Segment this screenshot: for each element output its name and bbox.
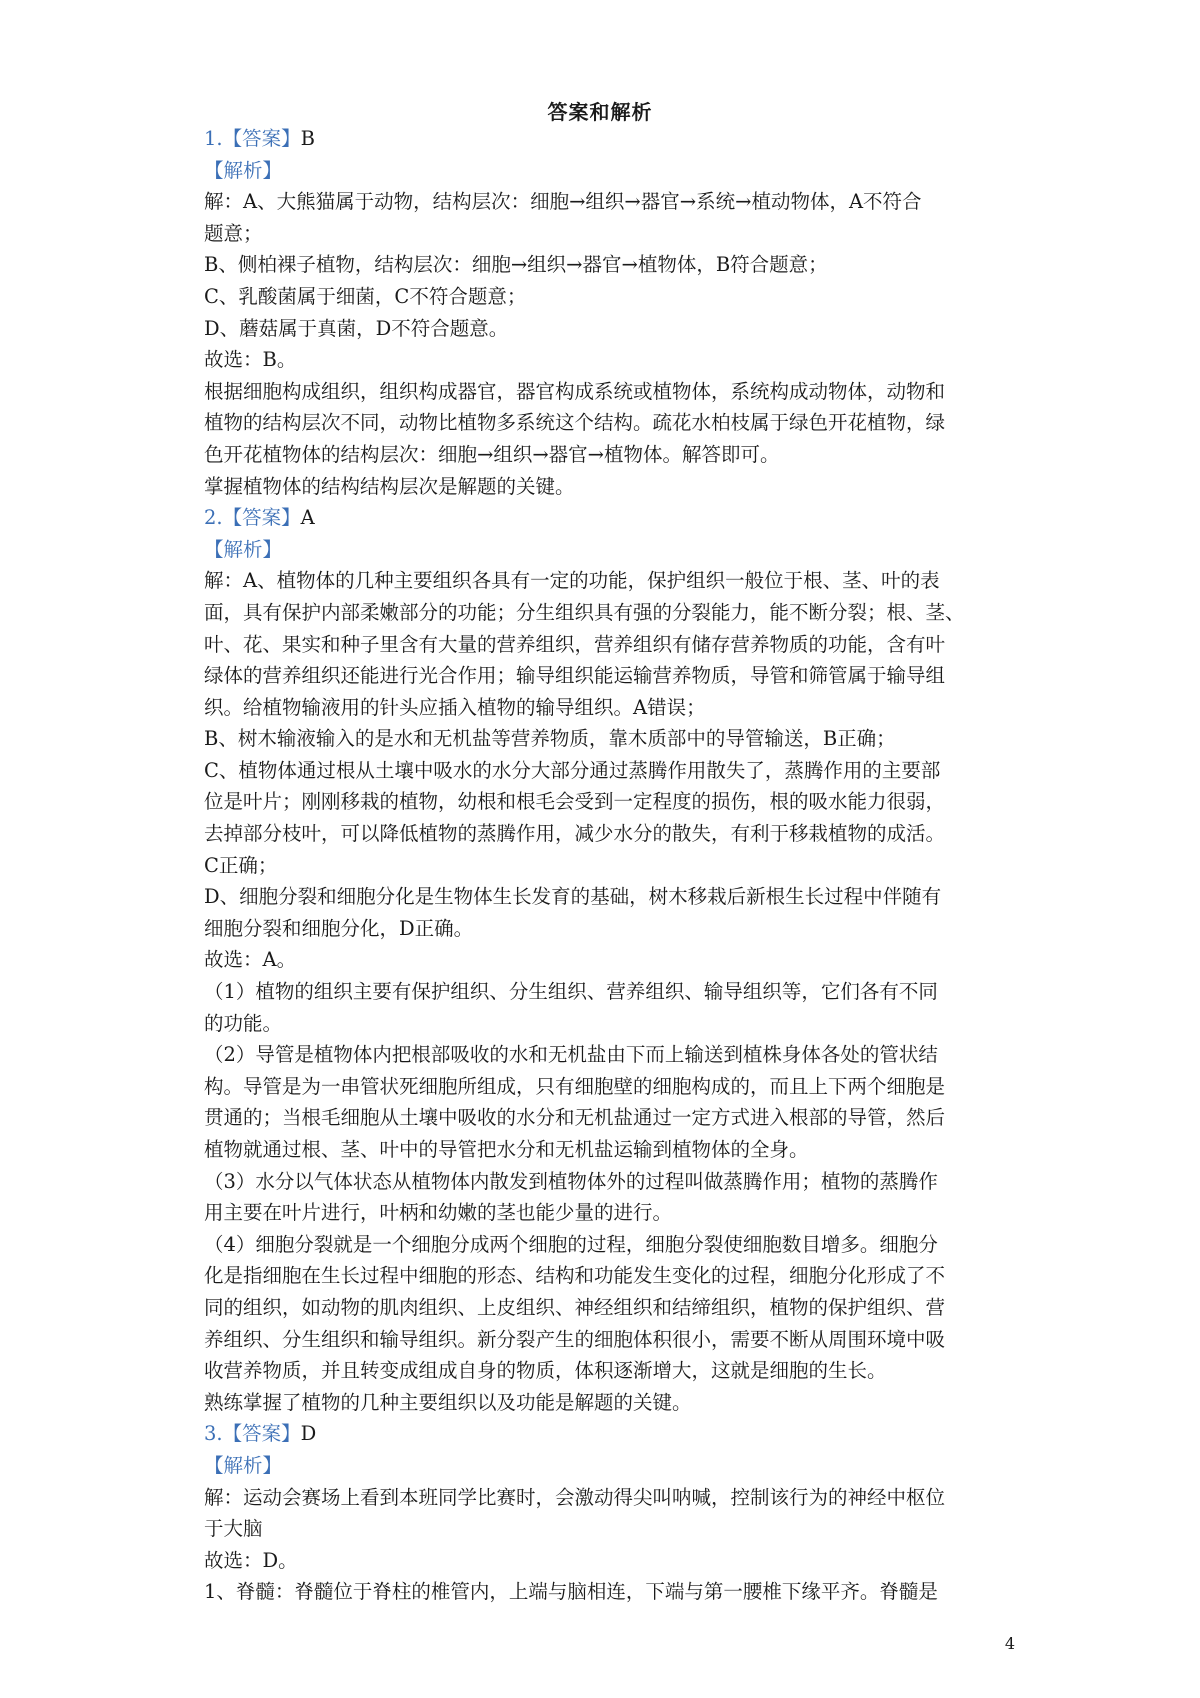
q1-line: 根据细胞构成组织，组织构成器官，器官构成系统或植物体，系统构成动物体，动物和 bbox=[204, 379, 946, 403]
q1-line: D、蘑菇属于真菌，D不符合题意。 bbox=[204, 316, 509, 340]
q1-line: B、侧柏裸子植物，结构层次：细胞→组织→器官→植物体，B符合题意； bbox=[204, 253, 828, 277]
q1-analysis-label: 【解析】 bbox=[204, 158, 283, 182]
answers-body bbox=[204, 123, 1004, 1608]
q2-line: 构。导管是为一串管状死细胞所组成，只有细胞壁的细胞构成的，而且上下两个细胞是 bbox=[204, 1074, 946, 1098]
q2-line: 位是叶片；刚刚移栽的植物，幼根和根毛会受到一定程度的损伤，根的吸水能力很弱， bbox=[204, 790, 946, 814]
q2-line: 化是指细胞在生长过程中细胞的形态、结构和功能发生变化的过程，细胞分化形成了不 bbox=[204, 1264, 946, 1288]
q2-answer-label: 2.【答案】 bbox=[204, 506, 301, 530]
q2-answer-value: A bbox=[300, 506, 315, 530]
q2-line: 细胞分裂和细胞分化，D正确。 bbox=[204, 916, 474, 940]
q2-line: （4）细胞分裂就是一个细胞分成两个细胞的过程，细胞分裂使细胞数目增多。细胞分 bbox=[204, 1232, 938, 1256]
q1-line: 题意； bbox=[204, 221, 263, 245]
q3-analysis-label: 【解析】 bbox=[204, 1453, 283, 1477]
q3-line: 1、脊髓：脊髓位于脊柱的椎管内，上端与脑相连，下端与第一腰椎下缘平齐。脊髓是 bbox=[204, 1580, 938, 1604]
q3-line: 故选：D。 bbox=[204, 1548, 298, 1572]
q2-line: B、树木输液输入的是水和无机盐等营养物质，靠木质部中的导管输送，B正确； bbox=[204, 727, 896, 751]
page-number: 4 bbox=[1004, 1634, 1016, 1653]
q2-line: 织。给植物输液用的针头应插入植物的输导组织。A错误； bbox=[204, 695, 706, 719]
q1-answer-value: B bbox=[300, 127, 315, 150]
q3-answer-label: 3.【答案】 bbox=[204, 1422, 301, 1446]
q1-answer-label: 1.【答案】 bbox=[204, 127, 301, 150]
q1-line: C、乳酸菌属于细菌，C不符合题意； bbox=[204, 284, 527, 308]
q2-line: 收营养物质，并且转变成组成自身的物质，体积逐渐增大，这就是细胞的生长。 bbox=[204, 1359, 887, 1383]
q2-answer-line bbox=[204, 502, 1004, 534]
q2-analysis-label: 【解析】 bbox=[204, 537, 283, 561]
q2-line: 贯通的；当根毛细胞从土壤中吸收的水分和无机盐通过一定方式进入根部的导管，然后 bbox=[204, 1106, 946, 1130]
q1-line: 植物的结构层次不同，动物比植物多系统这个结构。疏花水柏枝属于绿色开花植物，绿 bbox=[204, 411, 946, 435]
q1-answer-line bbox=[204, 123, 1004, 155]
q1-line: 掌握植物体的结构结构层次是解题的关键。 bbox=[204, 474, 575, 498]
q2-line: （3）水分以气体状态从植物体内散发到植物体外的过程叫做蒸腾作用；植物的蒸腾作 bbox=[204, 1169, 938, 1193]
q2-line: D、细胞分裂和细胞分化是生物体生长发育的基础，树木移栽后新根生长过程中伴随有 bbox=[204, 885, 942, 909]
page-title: 答案和解析 bbox=[547, 100, 653, 124]
q2-line: 的功能。 bbox=[204, 1011, 283, 1035]
q3-line: 于大脑 bbox=[204, 1517, 263, 1541]
q2-line: 养组织、分生组织和输导组织。新分裂产生的细胞体积很小，需要不断从周围环境中吸 bbox=[204, 1327, 946, 1351]
q2-line: （2）导管是植物体内把根部吸收的水和无机盐由下而上输送到植株身体各处的管状结 bbox=[204, 1043, 938, 1067]
q2-line: 解：A、植物体的几种主要组织各具有一定的功能，保护组织一般位于根、茎、叶的表 bbox=[204, 569, 940, 593]
q3-line: 解：运动会赛场上看到本班同学比赛时，会激动得尖叫呐喊，控制该行为的神经中枢位 bbox=[204, 1485, 946, 1509]
q2-line: 用主要在叶片进行，叶柄和幼嫩的茎也能少量的进行。 bbox=[204, 1201, 673, 1225]
q3-answer-line bbox=[204, 1418, 1004, 1450]
q3-answer-value: D bbox=[300, 1422, 317, 1446]
q2-line: 叶、花、果实和种子里含有大量的营养组织，营养组织有储存营养物质的功能，含有叶 bbox=[204, 632, 946, 656]
q2-line: 绿体的营养组织还能进行光合作用；输导组织能运输营养物质，导管和筛管属于输导组 bbox=[204, 664, 946, 688]
q2-line: C正确； bbox=[204, 853, 278, 877]
q2-line: 去掉部分枝叶，可以降低植物的蒸腾作用，减少水分的散失，有利于移栽植物的成活。 bbox=[204, 822, 946, 846]
q2-line: C、植物体通过根从土壤中吸水的水分大部分通过蒸腾作用散失了，蒸腾作用的主要部 bbox=[204, 758, 941, 782]
q1-line: 色开花植物体的结构层次：细胞→组织→器官→植物体。解答即可。 bbox=[204, 442, 780, 466]
q2-line: 故选：A。 bbox=[204, 948, 297, 972]
q2-line: 面，具有保护内部柔嫩部分的功能；分生组织具有强的分裂能力，能不断分裂；根、茎、 bbox=[204, 600, 965, 624]
q2-line: 熟练掌握了植物的几种主要组织以及功能是解题的关键。 bbox=[204, 1390, 692, 1414]
q2-line: 同的组织，如动物的肌肉组织、上皮组织、神经组织和结缔组织，植物的保护组织、营 bbox=[204, 1295, 946, 1319]
q1-line: 故选：B。 bbox=[204, 348, 297, 372]
q1-line: 解：A、大熊猫属于动物，结构层次：细胞→组织→器官→系统→植动物体，A不符合 bbox=[204, 190, 922, 214]
q2-line: （1）植物的组织主要有保护组织、分生组织、营养组织、输导组织等，它们各有不同 bbox=[204, 980, 938, 1004]
q2-line: 植物就通过根、茎、叶中的导管把水分和无机盐运输到植物体的全身。 bbox=[204, 1138, 809, 1161]
